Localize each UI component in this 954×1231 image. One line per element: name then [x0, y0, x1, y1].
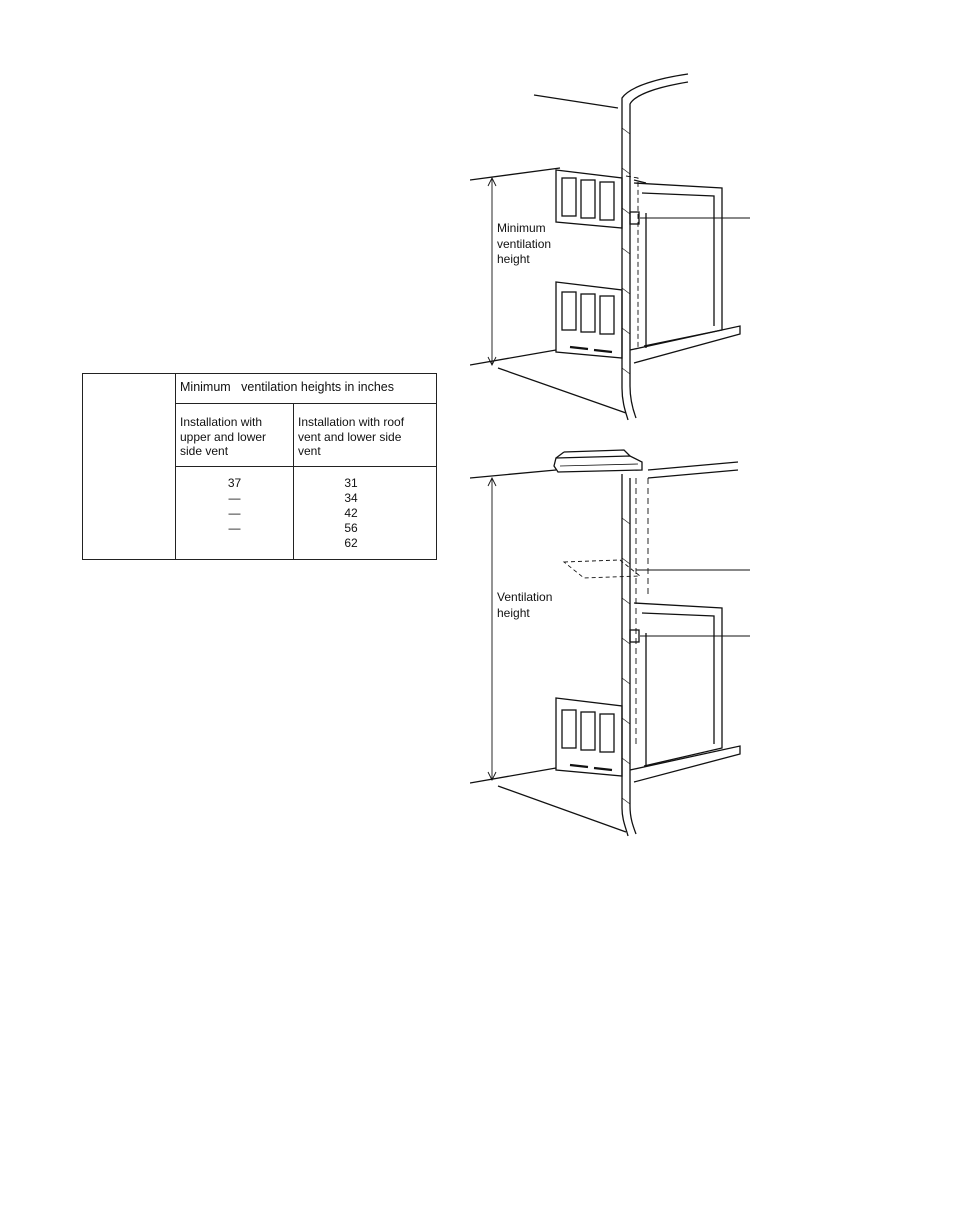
minimum-ventilation-height-label: Minimum ventilation height — [497, 221, 552, 266]
table-cell: 37 — [227, 476, 242, 490]
roof-vent-values — [294, 467, 436, 559]
table-cell: 42 — [344, 506, 358, 520]
table-stub-column — [83, 374, 176, 559]
roof-vent-drawing — [470, 448, 750, 838]
table-cell: — — [228, 506, 241, 520]
side-vent-values — [176, 467, 294, 559]
table-cell: 31 — [344, 476, 358, 490]
column-header-side-vents: Installation with upper and lower side vent — [176, 404, 294, 466]
roof-vent-illustration — [470, 448, 750, 838]
ventilation-height-label: Ventilation height — [497, 590, 553, 620]
table-cell: — — [228, 491, 241, 505]
ventilation-heights-table — [82, 373, 437, 560]
table-cell: — — [228, 521, 241, 535]
table-cell: 56 — [344, 521, 358, 535]
table-cell: 34 — [344, 491, 358, 505]
table-header: Minimum ventilation heights in inches — [176, 374, 436, 404]
side-vents-illustration — [470, 68, 750, 423]
table-cell: 62 — [344, 536, 358, 550]
column-header-roof-vent: Installation with roof vent and lower side vent — [298, 415, 405, 458]
table-subheader-row — [176, 404, 436, 467]
